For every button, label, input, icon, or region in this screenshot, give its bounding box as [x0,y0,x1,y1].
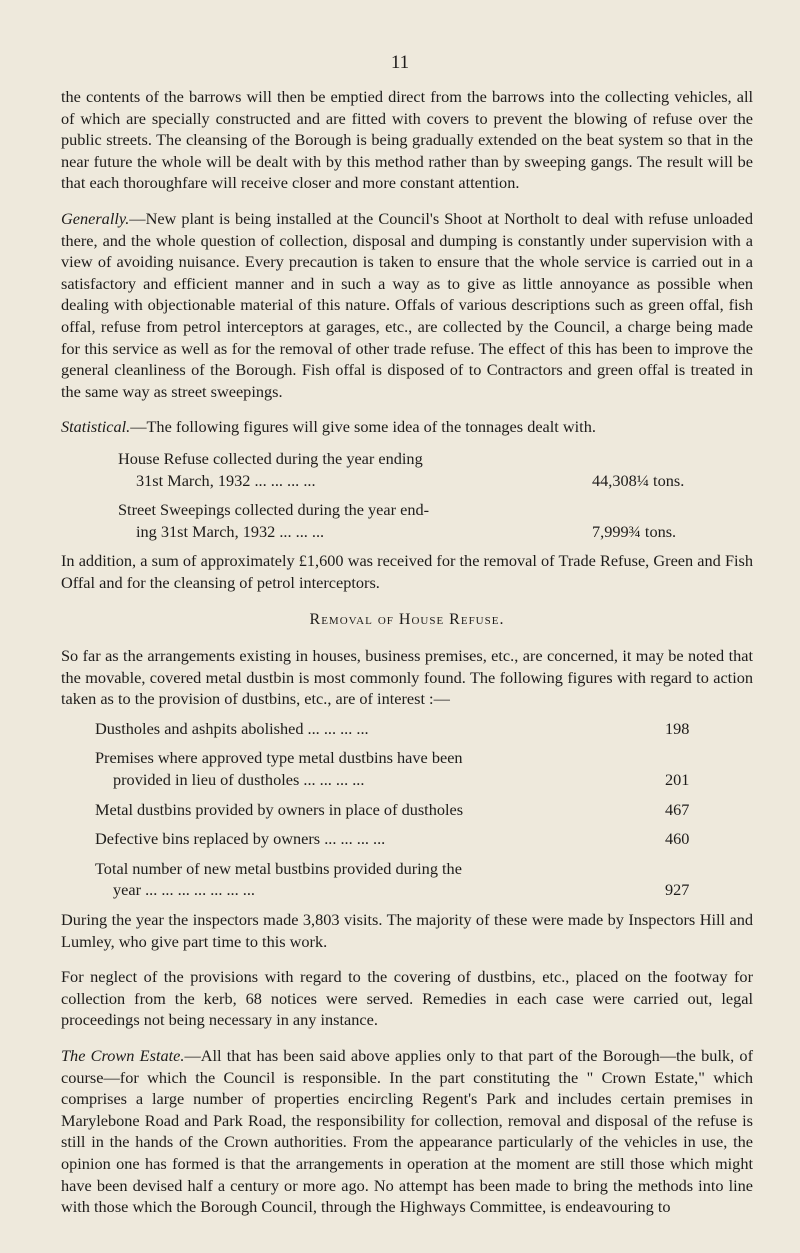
page-body [61,86,753,1218]
generally-lead: Generally. [61,208,130,228]
dustbin-value: 460 [665,829,690,849]
dustbin-label: Metal dustbins provided by owners in place of dustholes [95,799,464,819]
dustbin-row [95,828,715,850]
paragraph-visits: During the year the inspectors made 3,803 visits. The majority of these were made by Inspectors Hill and Lumley, who give part time to this work. [61,910,753,951]
paragraph-neglect: For neglect of the provisions with regard to the covering of dustbins, etc., placed on the footway for collection from the kerb, 68 notices were served. Remedies in each case were carried out, legal proceedings not being necessary in any instance. [61,967,753,1030]
dustbin-row [95,799,715,821]
tonnage-table [118,448,718,542]
dustbin-label: Dustholes and ashpits abolished ... ... ... ... [95,718,369,738]
crown-text: —All that has been said above applies only to that part of the Borough—the bulk, of course—for which the Council is responsible. In the part constituting the " Crown Estate," which comprises a large number of properties encircling Regent's Park and includes certain premises in Marylebone Road and Park Road, the responsibility for collection, removal and disposal of the refuse is still in the hands of the Crown authorities. From the appearance particularly of the vehicles in use, the opinion one has formed is that the arrangements in operation at the moment are still those which might have been devised half a century or more ago. No attempt has been made to bring the methods into line with those which the Borough Council, through the Highways Committee, is endeavouring to [61,1045,753,1217]
tonnage-label: House Refuse collected during the year ending 31st March, 1932 ... ... ... ... [118,448,423,490]
dustbin-label: Premises where approved type metal dustbins have been provided in lieu of dustholes ... ... ... ... [95,748,463,790]
tonnage-row [118,448,718,491]
section-heading: Removal of House Refuse. [309,611,505,629]
dustbin-row [95,858,715,901]
dustbin-row [95,718,715,740]
paragraph-crown-estate [61,1045,753,1218]
dustbin-value: 927 [665,880,690,900]
paragraph-addition: In addition, a sum of approximately £1,600 was received for the removal of Trade Refuse, Green and Fish Offal and for the cleansing of petrol interceptors. [61,551,753,592]
dustbin-value: 198 [665,718,690,738]
crown-lead: The Crown Estate. [61,1045,185,1065]
dustbin-label: Defective bins replaced by owners ... ... ... ... [95,829,386,849]
dustbin-label: Total number of new metal bustbins provided during the year ... ... ... ... ... ... ... [95,858,462,900]
dustbin-value: 467 [665,799,690,819]
dustbin-table [95,718,715,901]
dustbin-value: 201 [665,770,690,790]
paragraph-removal: So far as the arrangements existing in houses, business premises, etc., are concerned, it may be noted that the movable, covered metal dustbin is most commonly found. The following figures with regard to action taken as to the provision of dustbins, etc., are of interest :— [61,646,753,709]
paragraph-statistical [61,416,753,438]
tonnage-value: 44,308¼ tons. [592,470,685,490]
tonnage-value: 7,999¾ tons. [592,521,677,541]
page-number: 11 [390,52,410,73]
dustbin-row [95,747,715,790]
statistical-text: —The following figures will give some idea of the tonnages dealt with. [130,417,596,437]
tonnage-label: Street Sweepings collected during the year end- ing 31st March, 1932 ... ... ... [118,500,430,541]
tonnage-row [118,499,718,542]
paragraph-barrows: the contents of the barrows will then be emptied direct from the barrows into the collecting vehicles, all of which are specially constructed and are fitted with covers to prevent the blowing of refuse over the public streets. The cleansing of the Borough is being gradually extended on the beat system so that in the near future the whole will be dealt with by this method rather than by sweeping gangs. The result will be that each thoroughfare will receive closer and more constant attention. [61,87,753,193]
paragraph-generally [61,208,753,402]
generally-text: —New plant is being installed at the Council's Shoot at Northolt to deal with refuse unloaded there, and the whole question of collection, disposal and dumping is constantly under supervision with a view of avoiding nuisance. Every precaution is taken to ensure that the whole service is carried out in a satisfactory and efficient manner and in such a way as to give as little annoyance as possible when dealing with objectionable material of this nature. Offals of various descriptions such as green offal, fish offal, refuse from petrol interceptors at garages, etc., are collected by the Council, a charge being made for this service as well as for the removal of other trade refuse. The effect of this has been to improve the general cleanliness of the Borough. Fish offal is disposed of to Contractors and green offal is treated in the same way as street sweepings. [61,208,753,401]
statistical-lead: Statistical. [61,417,131,437]
